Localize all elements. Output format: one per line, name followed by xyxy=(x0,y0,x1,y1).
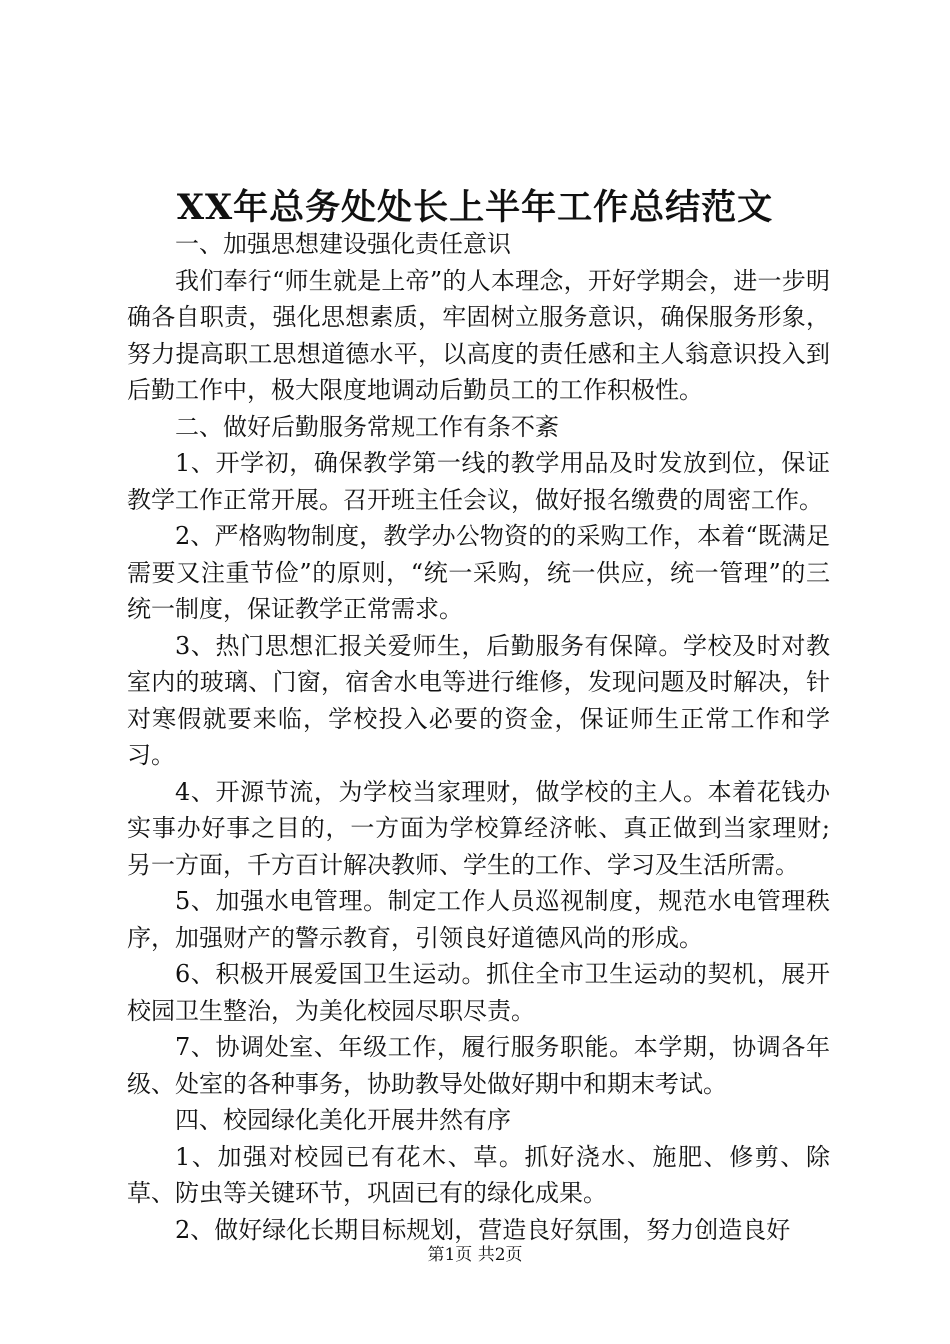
list-item: 6、积极开展爱国卫生运动。抓住全市卫生运动的契机，展开校园卫生整治，为美化校园尽职尽责。 xyxy=(127,960,830,1025)
list-item: 2、做好绿化长期目标规划，营造良好氛围，努力创造良好 xyxy=(175,1215,791,1244)
list-item: 3、热门思想汇报关爱师生，后勤服务有保障。学校及时对教室内的玻璃、门窗，宿舍水电等进行维修，发现问题及时解决，针对寒假就要来临，学校投入必要的资金，保证师生正常工作和学习。 xyxy=(127,631,830,769)
section-heading-2: 二、做好后勤服务常规工作有条不紊 xyxy=(175,412,559,441)
list-item: 7、协调处室、年级工作，履行服务职能。本学期，协调各年级、处室的各种事务，协助教导处做好期中和期末考试。 xyxy=(127,1033,830,1098)
list-item: 1、开学初，确保教学第一线的教学用品及时发放到位，保证教学工作正常开展。召开班主任会议，做好报名缴费的周密工作。 xyxy=(127,449,830,514)
list-item: 2、严格购物制度，教学办公物资的的采购工作，本着“既满足需要又注重节俭”的原则，“统一采购，统一供应，统一管理”的三统一制度，保证教学正常需求。 xyxy=(127,522,830,623)
list-item: 4、开源节流，为学校当家理财，做学校的主人。本着花钱办实事办好事之目的，一方面为学校算经济帐、真正做到当家理财;另一方面，千方百计解决教师、学生的工作、学习及生活所需。 xyxy=(127,777,830,879)
section-heading-4: 四、校园绿化美化开展井然有序 xyxy=(175,1106,511,1134)
paragraph: 我们奉行“师生就是上帝”的人本理念，开好学期会，进一步明确各自职责，强化思想素质，牢固树立服务意识，确保服务形象，努力提高职工思想道德水平，以高度的责任感和主人翁意识投入到后勤工作中，极大限度地调动后勤员工的工作积极性。 xyxy=(127,266,830,404)
document-title: XX年总务处处长上半年工作总结范文 xyxy=(176,187,774,228)
list-item: 5、加强水电管理。制定工作人员巡视制度，规范水电管理秩序，加强财产的警示教育，引领良好道德风尚的形成。 xyxy=(127,887,830,952)
section-heading-1: 一、加强思想建设强化责任意识 xyxy=(175,230,511,258)
list-item: 1、加强对校园已有花木、草。抓好浇水、施肥、修剪、除草、防虫等关键环节，巩固已有的绿化成果。 xyxy=(127,1142,830,1207)
page-footer: 第1页 共2页 xyxy=(427,1245,523,1265)
document-body xyxy=(127,226,830,1248)
